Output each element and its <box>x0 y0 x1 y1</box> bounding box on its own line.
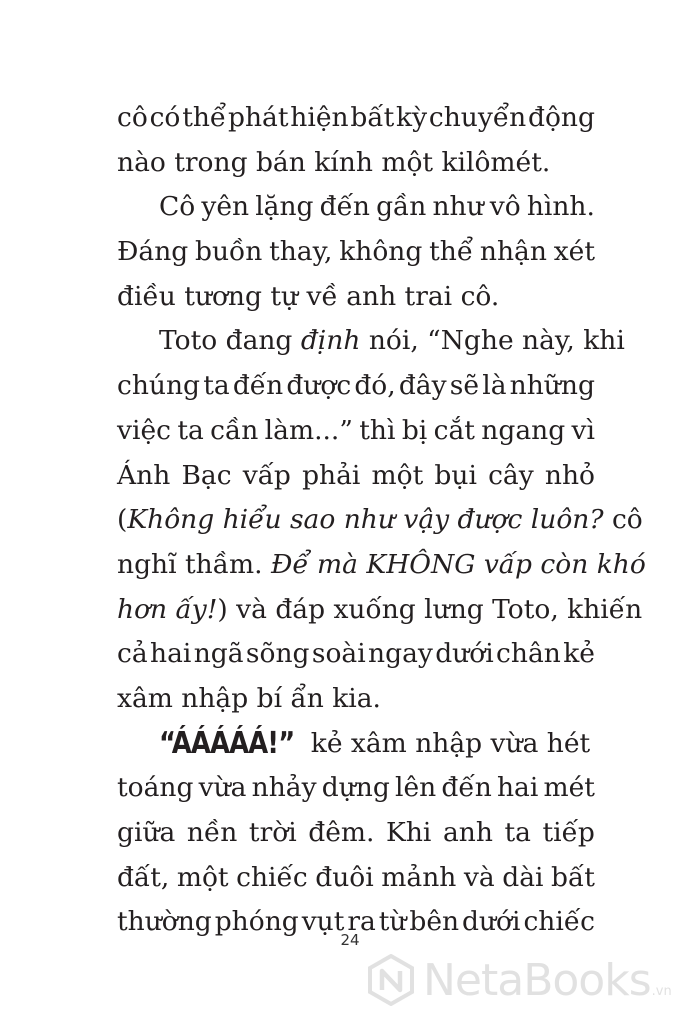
text-line <box>117 677 595 722</box>
word: đến <box>319 191 370 223</box>
word: hiện <box>290 102 349 133</box>
word: anh <box>442 817 493 848</box>
word: thể <box>429 236 474 268</box>
word: hình. <box>526 191 595 223</box>
text-line <box>117 811 595 856</box>
word: ngay <box>368 638 433 670</box>
word: Bạc <box>181 459 232 491</box>
text-run: nghĩ thầm. <box>117 548 271 580</box>
word: như <box>432 191 484 223</box>
word: từ <box>378 906 407 938</box>
italic-run: định <box>300 325 361 357</box>
text-run: xâm nhập bí ẩn kia. <box>117 682 381 714</box>
text-run: Toto đang <box>159 325 301 357</box>
word: yên <box>201 191 250 223</box>
text-line <box>117 409 595 454</box>
word: được <box>286 370 352 402</box>
text-line <box>117 230 595 275</box>
word: buồn <box>194 236 263 268</box>
word: cô <box>117 102 148 133</box>
watermark-suffix: .vn <box>651 983 672 999</box>
watermark-brand: NetaBooks <box>423 954 651 1006</box>
word: lên <box>395 772 437 804</box>
text-line <box>117 319 625 364</box>
text-line <box>117 543 646 588</box>
text-line <box>117 632 595 677</box>
word: việc <box>117 414 171 446</box>
word: ta <box>504 817 531 848</box>
netabooks-logo-icon <box>365 954 417 1006</box>
text-run: kẻ xâm nhập vừa hét <box>302 727 591 759</box>
word: đến <box>232 370 284 402</box>
text-line <box>117 96 595 141</box>
text-line <box>117 588 643 633</box>
word: sõng <box>245 638 310 670</box>
word: Đáng <box>117 236 189 268</box>
word: nhảy <box>251 772 317 804</box>
word: trời <box>248 817 297 848</box>
word: dưới <box>435 638 494 670</box>
word: dựng <box>321 772 390 804</box>
word: thường <box>117 906 212 938</box>
word: chuyển <box>428 102 527 133</box>
shout-text: “ÁÁÁÁÁ!” <box>159 725 295 761</box>
word: hai <box>496 772 539 804</box>
word: ngã <box>193 638 244 670</box>
word: lặng <box>255 191 314 223</box>
word: đó, <box>354 370 396 402</box>
word: nền <box>186 817 238 848</box>
text-line <box>117 454 595 499</box>
word: có <box>149 102 181 133</box>
word: ra <box>347 906 376 938</box>
word: phóng <box>214 906 299 938</box>
word: cắt <box>433 414 475 446</box>
word: đuôi <box>315 861 374 893</box>
word: nhỏ <box>544 459 595 491</box>
word: dưới <box>462 906 521 938</box>
word: vô <box>489 191 521 223</box>
page-number: 24 <box>340 931 360 949</box>
word: đêm. <box>308 817 375 848</box>
word: phát <box>228 102 289 133</box>
word: thay, <box>269 236 333 268</box>
word: gần <box>376 191 427 223</box>
word: chiếc <box>236 861 308 893</box>
text-line <box>117 141 595 186</box>
word: vừa <box>198 772 247 804</box>
word: vụt <box>301 906 345 938</box>
word: chân <box>496 638 561 670</box>
word: một <box>371 459 424 491</box>
word: và <box>463 861 495 893</box>
word: vấp <box>242 459 291 491</box>
text-run: nào trong bán kính một kilômét. <box>117 146 551 178</box>
word: thể <box>182 102 227 133</box>
word: sẽ <box>449 370 480 402</box>
text-line <box>117 185 595 230</box>
word: bên <box>409 906 460 938</box>
word: soài <box>311 638 366 670</box>
word: kẻ <box>563 638 595 670</box>
text-line <box>117 364 595 409</box>
word: phải <box>302 459 361 491</box>
text-run: cô <box>603 504 643 536</box>
word: bất <box>350 102 395 133</box>
word: là <box>482 370 507 402</box>
word: Ánh <box>117 459 171 491</box>
word: bụi <box>434 459 477 491</box>
text-run: ( <box>117 504 128 536</box>
word: một <box>176 861 229 893</box>
word: bị <box>401 414 428 446</box>
italic-run: hơn ấy! <box>117 593 218 625</box>
book-page-text <box>117 96 646 945</box>
text-line <box>117 722 595 767</box>
word: động <box>528 102 595 133</box>
word: cây <box>488 459 534 491</box>
word: vì <box>571 414 595 446</box>
watermark <box>365 940 695 1020</box>
word: ta <box>203 370 230 402</box>
word: những <box>509 370 595 402</box>
word: cả <box>117 638 148 670</box>
text-line <box>117 766 595 811</box>
word: nhận <box>479 236 547 268</box>
word: kỳ <box>396 102 428 133</box>
word: mảnh <box>381 861 457 893</box>
text-run: điều tương tự về anh trai cô. <box>117 280 500 312</box>
italic-run: Không hiểu sao như vậy được luôn? <box>127 504 604 536</box>
text-run: nói, “Nghe này, khi <box>360 325 625 357</box>
word: xét <box>553 236 595 268</box>
word: dài <box>502 861 544 893</box>
word: hai <box>150 638 192 670</box>
word: đến <box>441 772 492 804</box>
word: ngang <box>481 414 566 446</box>
word: Cô <box>159 191 196 223</box>
text-line <box>117 856 595 901</box>
word: ta <box>177 414 204 446</box>
word: Khi <box>386 817 432 848</box>
italic-run: Để mà KHÔNG vấp còn khó <box>270 548 646 580</box>
text-run: ) và đáp xuống lưng Toto, khiến <box>217 593 643 625</box>
word: không <box>339 236 423 268</box>
word: đây <box>398 370 447 402</box>
word: đất, <box>117 861 170 893</box>
word: giữa <box>117 817 176 848</box>
word: bất <box>551 861 595 893</box>
word: mét <box>543 772 595 804</box>
word: tiếp <box>542 817 595 848</box>
word: chúng <box>117 370 201 402</box>
word: làm...” <box>264 414 353 446</box>
word: chiếc <box>523 906 595 938</box>
word: toáng <box>117 772 194 804</box>
text-line <box>117 275 595 320</box>
word: cần <box>210 414 259 446</box>
word: thì <box>359 414 396 446</box>
text-line <box>117 498 643 543</box>
